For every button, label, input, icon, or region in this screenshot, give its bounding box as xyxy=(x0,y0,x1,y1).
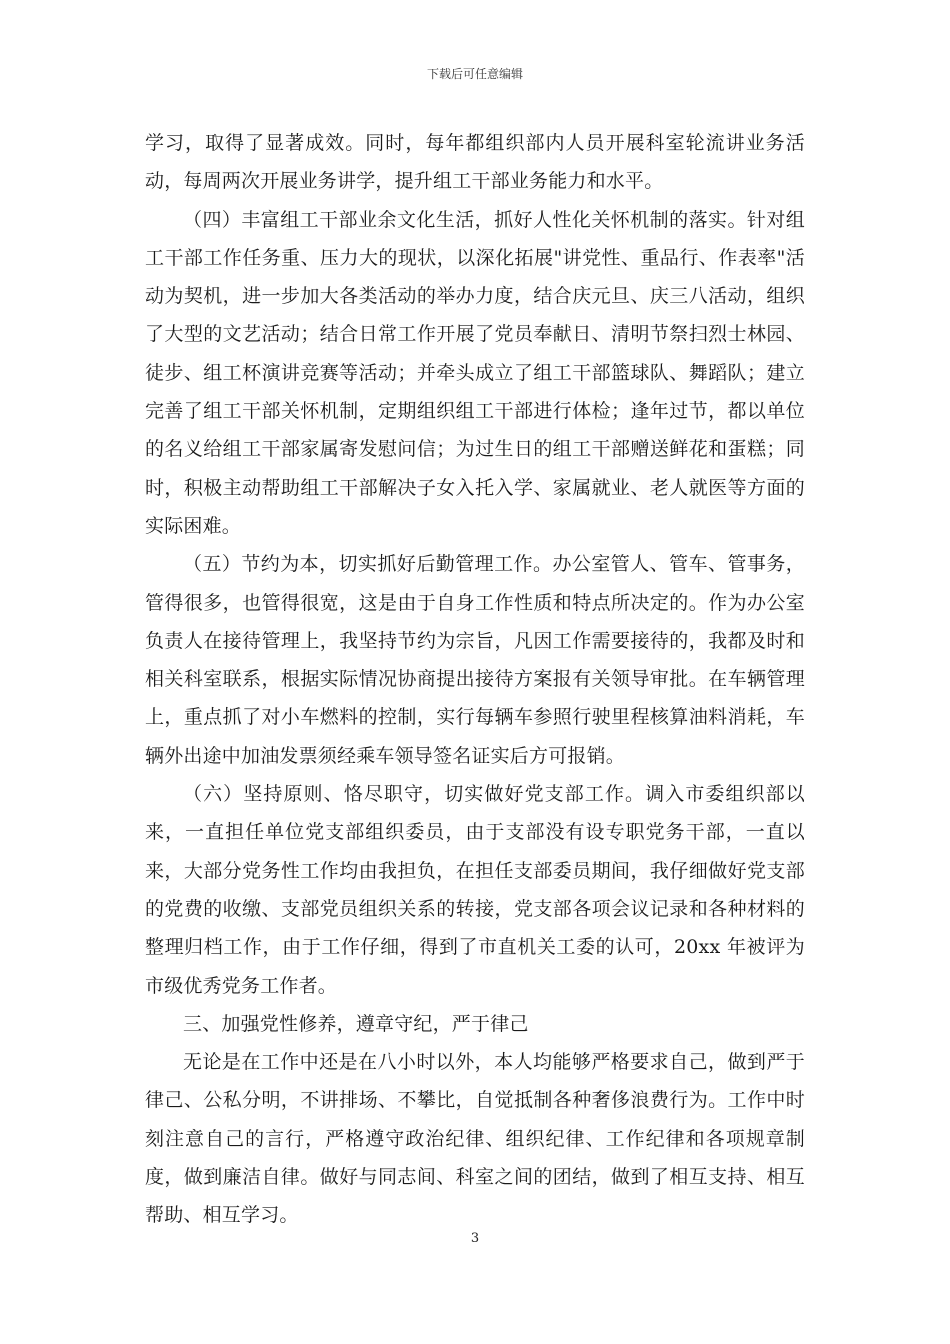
page-header: 下载后可任意编辑 xyxy=(426,67,523,81)
paragraph-section-3-body: 无论是在工作中还是在八小时以外，本人均能够严格要求自己，做到严于律己、公私分明，不讲排场、不攀比，自觉抵制各种奢侈浪费行为。工作中时刻注意自己的言行，严格遵守政治纪律、组织纪律、工作纪律和各项规章制度，做到廉洁自律。做好与同志间、科室之间的团结，做到了相互支持、相互帮助、相互学习。 xyxy=(145,1051,805,1227)
paragraph-section-5: （五）节约为本，切实抓好后勤管理工作。办公室管人、管车、管事务，管得很多，也管得很宽，这是由于自身工作性质和特点所决定的。作为办公室负责人在接待管理上，我坚持节约为宗旨，凡因工作需要接待的，我都及时和相关科室联系，根据实际情况协商提出接待方案报有关领导审批。在车辆管理上，重点抓了对小车燃料的控制，实行每辆车参照行驶里程核算油料消耗，车辆外出途中加油发票须经乘车领导签名证实后方可报销。 xyxy=(145,553,805,767)
paragraph-section-4: （四）丰富组工干部业余文化生活，抓好人性化关怀机制的落实。针对组工干部工作任务重、压力大的现状，以深化拓展"讲党性、重品行、作表率"活动为契机，进一步加大各类活动的举办力度，结合庆元旦、庆三八活动，组织了大型的文艺活动；结合日常工作开展了党员奉献日、清明节祭扫烈士林园、徒步、组工杯演讲竞赛等活动；并牵头成立了组工干部篮球队、舞蹈队；建立完善了组工干部关怀机制，定期组织组工干部进行体检；逢年过节，都以单位的名义给组工干部家属寄发慰问信；为过生日的组工干部赠送鲜花和蛋糕；同时，积极主动帮助组工干部解决子女入托入学、家属就业、老人就医等方面的实际困难。 xyxy=(145,208,805,537)
paragraph-section-6: （六）坚持原则、恪尽职守，切实做好党支部工作。调入市委组织部以来，一直担任单位党支部组织委员，由于支部没有设专职党务干部，一直以来，大部分党务性工作均由我担负，在担任支部委员期间，我仔细做好党支部的党费的收缴、支部党员组织关系的转接，党支部各项会议记录和各种材料的整理归档工作，由于工作仔细，得到了市直机关工委的认可，20xx 年被评为市级优秀党务工作者。 xyxy=(145,783,805,997)
document-body xyxy=(145,124,805,1235)
paragraph-continuation: 学习，取得了显著成效。同时，每年都组织部内人员开展科室轮流讲业务活动，每周两次开展业务讲学，提升组工干部业务能力和水平。 xyxy=(145,132,805,193)
page-number: 3 xyxy=(470,1231,480,1246)
section-heading-3: 三、加强党性修养，遵章守纪，严于律己 xyxy=(183,1012,529,1035)
